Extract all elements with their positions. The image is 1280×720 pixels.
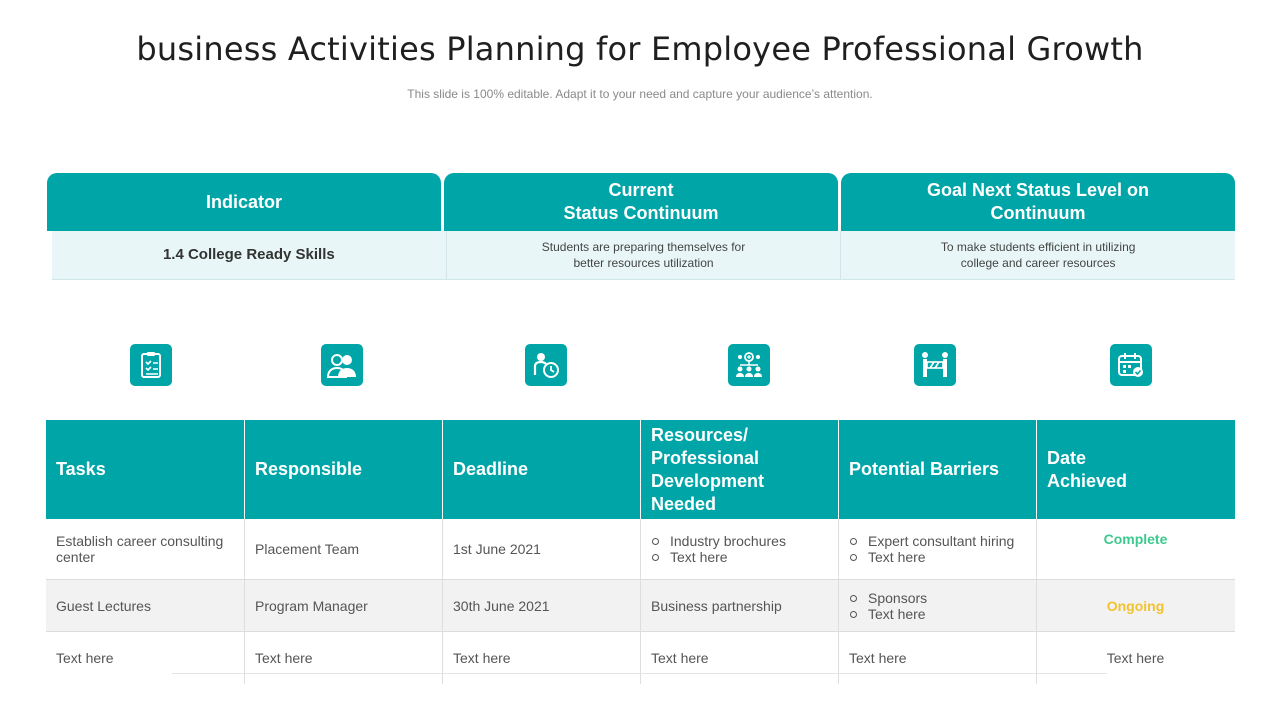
cell-responsible: Program Manager xyxy=(244,580,442,631)
header-responsible: Responsible xyxy=(244,420,442,519)
resources-list xyxy=(651,533,786,565)
cell-resources: Business partnership xyxy=(640,580,838,631)
person-clock-icon xyxy=(525,344,567,386)
header-date-achieved: Date Achieved xyxy=(1036,420,1234,519)
header-tasks: Tasks xyxy=(56,459,106,479)
list-item: Text here xyxy=(849,606,927,622)
list-item: Sponsors xyxy=(849,590,927,606)
current-status-value: Students are preparing themselves for better resources utilization xyxy=(446,231,841,279)
tasks-table xyxy=(46,420,1235,684)
indicator-table xyxy=(47,173,1235,280)
cell-task: Text here xyxy=(56,650,114,666)
barriers-list xyxy=(849,533,1014,565)
cell-barriers xyxy=(838,519,1036,579)
team-icon xyxy=(321,344,363,386)
table-row xyxy=(46,580,1235,632)
table-row xyxy=(46,519,1235,580)
list-item: Expert consultant hiring xyxy=(849,533,1014,549)
header-goal-next-status: Goal Next Status Level on Continuum xyxy=(841,173,1235,231)
page-title: business Activities Planning for Employee Professional Growth xyxy=(136,30,1144,68)
resources-network-icon xyxy=(728,344,770,386)
cell-resources xyxy=(640,519,838,579)
status-badge-complete: Complete xyxy=(1036,519,1234,579)
header-potential-barriers: Potential Barriers xyxy=(838,420,1036,519)
checklist-icon xyxy=(130,344,172,386)
header-deadline: Deadline xyxy=(442,420,640,519)
indicator-value: 1.4 College Ready Skills xyxy=(162,246,335,263)
indicator-table-row xyxy=(52,231,1235,280)
cell-deadline: 30th June 2021 xyxy=(442,580,640,631)
cell-barriers: Text here xyxy=(838,632,1036,684)
barrier-icon xyxy=(914,344,956,386)
page-subtitle: This slide is 100% editable. Adapt it to your need and capture your audience’s attention. xyxy=(407,87,873,101)
calendar-check-icon xyxy=(1110,344,1152,386)
list-item: Industry brochures xyxy=(651,533,786,549)
divider xyxy=(172,673,1107,674)
list-item: Text here xyxy=(651,549,786,565)
list-item: Text here xyxy=(849,549,1014,565)
header-current-status: Current Status Continuum xyxy=(444,173,838,231)
cell-task: Establish career consulting center xyxy=(56,533,224,565)
cell-deadline: Text here xyxy=(442,632,640,684)
table-row xyxy=(46,632,1235,684)
header-resources: Resources/ Professional Development Needed xyxy=(640,420,838,519)
tasks-table-header xyxy=(46,420,1235,519)
goal-status-value: To make students efficient in utilizing college and career resources xyxy=(840,231,1235,279)
barriers-list xyxy=(849,590,927,622)
cell-deadline: 1st June 2021 xyxy=(442,519,640,579)
cell-responsible: Text here xyxy=(244,632,442,684)
cell-task: Guest Lectures xyxy=(56,597,151,614)
cell-date-achieved: Text here xyxy=(1036,632,1234,684)
status-badge-ongoing: Ongoing xyxy=(1036,580,1234,631)
cell-resources: Text here xyxy=(640,632,838,684)
indicator-table-header xyxy=(47,173,1235,231)
header-indicator: Indicator xyxy=(47,173,441,231)
cell-responsible: Placement Team xyxy=(244,519,442,579)
cell-barriers xyxy=(838,580,1036,631)
